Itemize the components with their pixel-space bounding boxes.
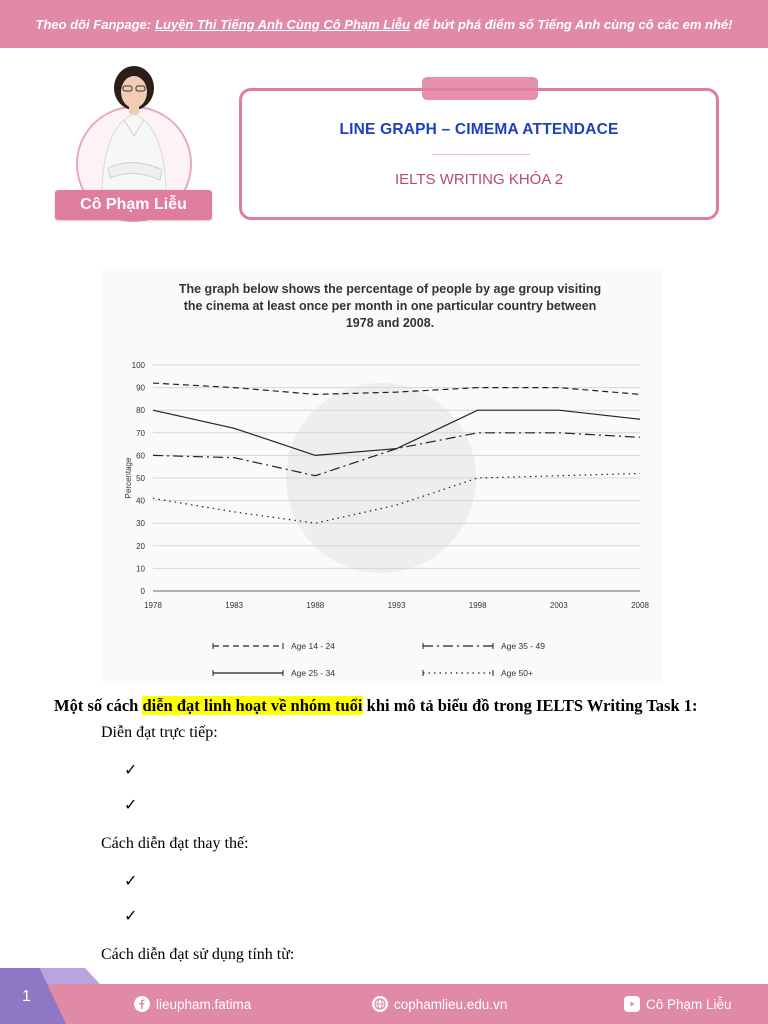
alternative-expression-label: Cách diễn đạt thay thế:	[101, 835, 249, 852]
check-mark: ✓	[124, 762, 138, 779]
y-tick-label: 0	[140, 587, 145, 596]
x-tick-label: 1998	[468, 601, 487, 610]
x-tick-label: 2008	[631, 601, 649, 610]
legend-label: Age 25 - 34	[291, 668, 335, 678]
x-tick-label: 2003	[549, 601, 568, 610]
y-tick-label: 70	[136, 428, 145, 438]
chart-title-line: 1978 and 2008.	[345, 316, 435, 330]
x-tick-label: 1978	[144, 601, 162, 610]
banner-suffix: để bứt phá điểm số Tiếng Anh cùng cô các em nhé!	[414, 16, 733, 32]
page-number: 1	[22, 988, 31, 1005]
heading-pre: Một số cách	[54, 696, 139, 715]
y-tick-label: 80	[136, 406, 145, 416]
check-mark: ✓	[124, 873, 138, 890]
y-tick-label: 30	[136, 519, 145, 529]
title-divider	[432, 154, 530, 155]
title-card	[239, 88, 719, 220]
footer-website[interactable]	[372, 996, 507, 1012]
youtube-channel: Cô Phạm Liễu	[646, 996, 732, 1012]
lesson-title: LINE GRAPH – CIMEMA ATTENDACE	[339, 121, 619, 138]
section-heading	[54, 696, 754, 716]
y-tick-label: 90	[136, 383, 145, 393]
chart-title-line: the cinema at least once per month in one particular country between	[183, 299, 597, 313]
y-tick-label: 60	[136, 451, 145, 461]
banner-prefix: Theo dõi Fanpage:	[35, 16, 152, 32]
heading-highlight: diễn đạt linh hoạt về nhóm tuổi	[142, 696, 363, 715]
footer-youtube[interactable]	[624, 996, 732, 1012]
direct-expression-label: Diễn đạt trực tiếp:	[101, 724, 218, 741]
x-tick-label: 1993	[387, 601, 406, 610]
y-tick-label: 20	[136, 541, 145, 551]
globe-icon	[372, 996, 388, 1012]
teacher-avatar	[72, 64, 196, 194]
fanpage-banner	[0, 0, 768, 48]
chart-title-line: The graph below shows the percentage of people by age group visiting	[178, 282, 602, 296]
y-axis-label: Percentage	[124, 457, 133, 499]
facebook-icon	[134, 996, 150, 1012]
teacher-name-tag: Cô Phạm Liễu	[55, 190, 212, 220]
y-tick-label: 50	[136, 474, 145, 483]
x-tick-label: 1988	[306, 601, 325, 610]
adjective-expression-label: Cách diễn đạt sử dụng tính từ:	[101, 946, 295, 963]
chart-svg	[103, 268, 663, 684]
legend-label: Age 50+	[501, 668, 533, 678]
facebook-handle: lieupham.fatima	[156, 996, 252, 1012]
course-subtitle: IELTS WRITING KHÓA 2	[394, 171, 564, 188]
check-mark: ✓	[124, 797, 138, 814]
legend-label: Age 35 - 49	[501, 641, 545, 651]
youtube-icon	[624, 996, 640, 1012]
line-chart	[103, 268, 663, 684]
check-mark: ✓	[124, 908, 138, 925]
legend-label: Age 14 - 24	[291, 641, 335, 651]
heading-post: khi mô tả biểu đồ trong IELTS Writing Task 1:	[366, 696, 698, 715]
teacher-portrait-icon	[72, 64, 196, 194]
y-tick-label: 10	[136, 564, 145, 574]
footer-facebook[interactable]	[134, 996, 251, 1012]
x-tick-label: 1983	[225, 601, 244, 610]
y-tick-label: 100	[131, 361, 145, 370]
y-tick-label: 40	[136, 496, 145, 506]
fanpage-link[interactable]: Luyện Thi Tiếng Anh Cùng Cô Phạm Liễu	[155, 16, 411, 32]
website-url: cophamlieu.edu.vn	[394, 996, 508, 1012]
